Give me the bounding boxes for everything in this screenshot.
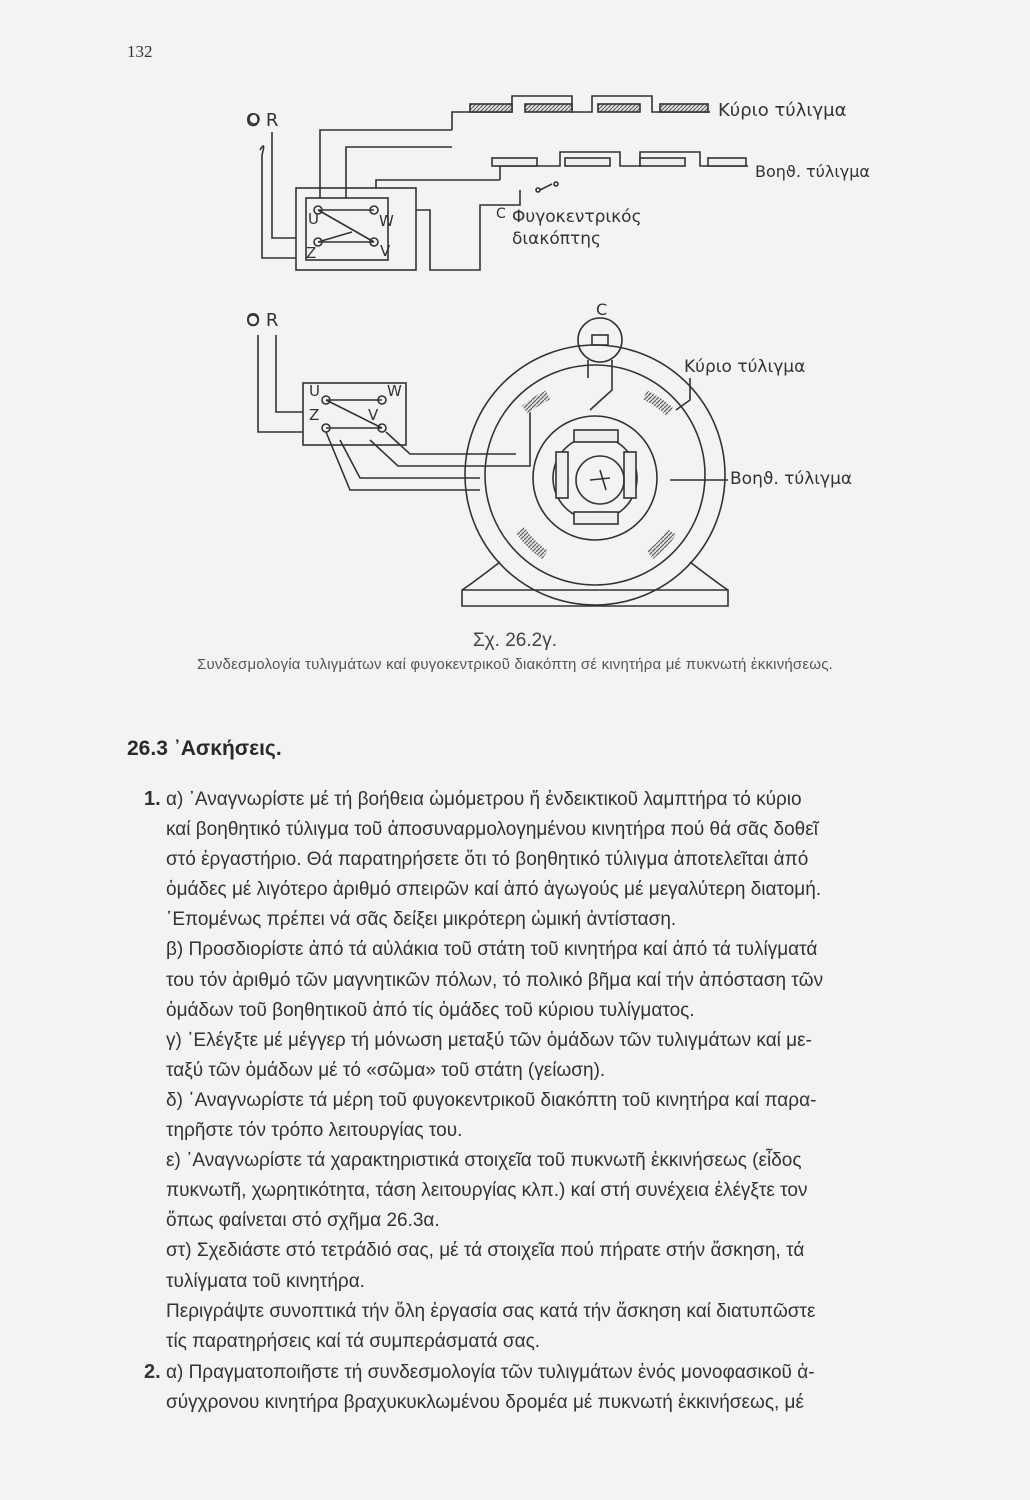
exercise-1-line: Περιγράψτε συνοπτικά τήν ὅλη ἐργασία σας κατά τήν ἄσκηση καί διατυπῶστε	[166, 1300, 816, 1322]
bottom-label-main-winding: Κύριο τύλιγμα	[684, 357, 806, 377]
figure-caption: Συνδεσμολογία τυλιγμάτων καί φυγοκεντρικοῦ διακόπτη σέ κινητήρα μέ πυκνωτή ἐκκινήσεως.	[196, 656, 833, 673]
top-label-main-winding: Κύριο τύλιγμα	[718, 100, 847, 121]
top-label-z: Z	[306, 244, 317, 262]
top-label-c: C	[496, 206, 506, 222]
exercise-1-line: καί βοηθητικό τύλιγμα τοῦ ἀποσυναρμολογημένου κινητήρα πού θά σᾶς δοθεῖ	[166, 819, 818, 841]
rotor	[576, 456, 624, 504]
exercise-1-number: 1.	[144, 788, 161, 810]
capacitor-icon	[578, 318, 622, 362]
exercise-1-line: πυκνωτῆ, χωρητικότητα, τάση λειτουργίας κλπ.) καί στή συνέχεια ἐλέγξτε τον	[166, 1180, 808, 1202]
exercise-1-line: β) Προσδιορίστε ἀπό τά αὐλάκια τοῦ στάτη τοῦ κινητήρα καί ἀπό τά τυλίγματά	[166, 939, 818, 961]
exercise-1-line: στό ἐργαστήριο. Θά παρατηρήσετε ὅτι τό βοηθητικό τύλιγμα ἀποτελεῖται ἀπό	[166, 849, 809, 871]
exercise-1-line: ῾Επομένως πρέπει νά σᾶς δείξει μικρότερη ὠμική ἀντίσταση.	[166, 909, 677, 931]
exercise-1-line: γ) ᾿Ελέγξτε μέ μέγγερ τή μόνωση μεταξύ τῶν ὁμάδων τῶν τυλιγμάτων καί με-	[166, 1029, 812, 1051]
terminal-plate-top	[306, 198, 388, 260]
bottom-label-u: U	[309, 382, 320, 400]
exercise-1-line: του τόν ἀριθμό τῶν μαγνητικῶν πόλων, τό πολικό βῆμα καί τήν ἀπόσταση τῶν	[166, 969, 824, 991]
top-label-switch-1: Φυγοκεντρικός	[512, 207, 642, 227]
section-title: 26.3 ᾿Ασκήσεις.	[127, 737, 282, 760]
bottom-label-v: V	[368, 406, 379, 424]
exercise-1-line: τυλίγματα τοῦ κινητήρα.	[166, 1270, 365, 1292]
exercise-1-line: ὁμάδων τοῦ βοηθητικοῦ ἀπό τίς ὁμάδες τοῦ κύριου τυλίγματος.	[166, 999, 695, 1021]
exercise-1-line: ὁμάδες μέ λιγότερο ἀριθμό σπειρῶν καί ἀπό ἀγωγούς μέ μεγαλύτερη διατομή.	[166, 879, 822, 901]
exercise-2-line: 2. α) Πραγματοποιῆστε τή συνδεσμολογία τῶν τυλιγμάτων ἑνός μονοφασικοῦ ἀ-	[144, 1357, 976, 1388]
exercise-1-line: ὅπως φαίνεται στό σχῆμα 26.3α.	[166, 1210, 440, 1232]
top-schematic	[249, 96, 748, 270]
motor-stator-inner	[485, 365, 705, 585]
top-label-v: V	[380, 242, 391, 260]
exercise-1-line: στ) Σχεδιάστε στό τετράδιό σας, μέ τά στοιχεῖα πού πήρατε στήν ἄσκηση, τά	[166, 1240, 805, 1262]
page-number: 132	[127, 42, 153, 61]
exercise-list	[144, 784, 976, 1418]
top-label-switch-2: διακόπτης	[512, 229, 602, 249]
exercise-1-line: 1. α) ᾿Αναγνωρίστε μέ τή βοήθεια ὠμόμετρου ἤ ἐνδεικτικοῦ λαμπτήρα τό κύριο	[144, 784, 976, 815]
exercise-1-line: τηρῆστε τόν τρόπο λειτουργίας του.	[166, 1120, 463, 1142]
top-label-u: U	[308, 210, 319, 228]
bottom-label-or: O R	[246, 310, 279, 331]
bottom-motor-diagram	[248, 315, 728, 606]
exercise-1-line: ε) ᾿Αναγνωρίστε τά χαρακτηριστικά στοιχεῖα τοῦ πυκνωτῆ ἐκκινήσεως (εἶδος	[166, 1150, 802, 1172]
top-label-w: W	[379, 212, 394, 230]
supply-lead-o	[260, 146, 296, 258]
motor-stator-outer	[465, 345, 725, 605]
bottom-label-z: Z	[309, 406, 320, 424]
figure-number: Σχ. 26.2γ.	[472, 630, 558, 651]
bottom-label-c: C	[596, 300, 608, 319]
top-label-aux-winding: Βοηϑ. τύλιγμα	[755, 162, 870, 181]
supply-lead-r	[272, 132, 296, 238]
exercise-2-number: 2.	[144, 1360, 161, 1383]
top-label-or: O R	[246, 110, 279, 131]
exercise-1-line: τίς παρατηρήσεις καί τά συμπεράσματά σας.	[166, 1330, 541, 1352]
bottom-label-w: W	[387, 382, 402, 400]
winding-connection-diagram	[0, 0, 1030, 620]
exercise-1-line: δ) ᾿Αναγνωρίστε τά μέρη τοῦ φυγοκεντρικοῦ διακόπτη τοῦ κινητήρα καί παρα-	[166, 1089, 817, 1111]
exercise-2-line: σύγχρονου κινητήρα βραχυκυκλωμένου δρομέα μέ πυκνωτή ἐκκινήσεως, μέ	[166, 1391, 804, 1413]
bottom-label-aux-winding: Βοηϑ. τύλιγμα	[730, 469, 853, 489]
exercise-1-line: ταξύ τῶν ὁμάδων μέ τό «σῶμα» τοῦ στάτη (γείωση).	[166, 1059, 606, 1081]
